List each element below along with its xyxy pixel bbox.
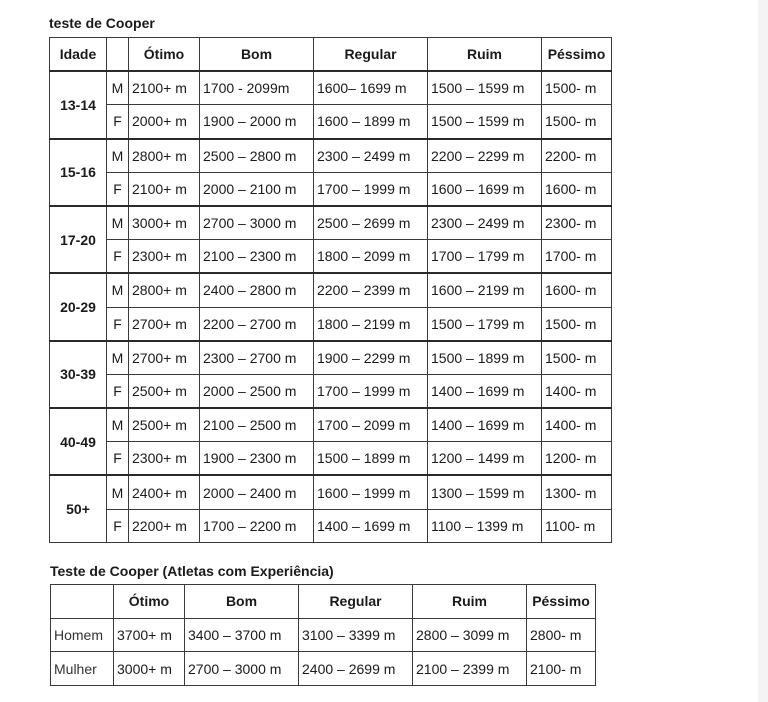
table-cell: 2300- m bbox=[542, 206, 612, 240]
table-cell: 1400 – 1699 m bbox=[314, 509, 428, 543]
table-cell: 2100- m bbox=[527, 652, 596, 686]
table-row bbox=[50, 139, 612, 173]
sex-cell: F bbox=[107, 442, 129, 476]
age-group-cell: 40-49 bbox=[50, 408, 107, 475]
table-cell: 2200- m bbox=[542, 139, 612, 173]
table-cell: 1700 – 1799 m bbox=[428, 240, 542, 274]
sex-cell: M bbox=[107, 341, 129, 375]
table-cell: 1600 – 1999 m bbox=[314, 475, 428, 509]
table-cell: 2200 – 2299 m bbox=[428, 139, 542, 173]
table-cell: 1500 – 1799 m bbox=[428, 307, 542, 341]
sex-cell: F bbox=[107, 105, 129, 139]
table-cell: 1500 – 1599 m bbox=[428, 105, 542, 139]
table-cell: 2000 – 2100 m bbox=[200, 172, 314, 206]
sex-cell: F bbox=[107, 307, 129, 341]
header-ruim: Ruim bbox=[413, 585, 527, 619]
table-cell: 1500 – 1899 m bbox=[314, 442, 428, 476]
table-cell: 3400 – 3700 m bbox=[185, 618, 299, 652]
row-label: Mulher bbox=[51, 652, 114, 686]
table-row bbox=[50, 240, 612, 274]
scrollbar-track[interactable] bbox=[758, 0, 768, 702]
table-row bbox=[50, 273, 612, 307]
table-cell: 1700 – 1999 m bbox=[314, 172, 428, 206]
sex-cell: M bbox=[107, 475, 129, 509]
table-cell: 1800 – 2099 m bbox=[314, 240, 428, 274]
table-cell: 2300+ m bbox=[129, 442, 200, 476]
table-cell: 3000+ m bbox=[114, 652, 185, 686]
table1-title: teste de Cooper bbox=[49, 15, 155, 31]
table-cell: 2800+ m bbox=[129, 139, 200, 173]
table-cell: 1900 – 2000 m bbox=[200, 105, 314, 139]
table-cell: 1900 – 2300 m bbox=[200, 442, 314, 476]
table-cell: 2700+ m bbox=[129, 341, 200, 375]
table-cell: 2800+ m bbox=[129, 273, 200, 307]
row-label: Homem bbox=[51, 618, 114, 652]
sex-cell: M bbox=[107, 71, 129, 105]
cooper-table bbox=[49, 37, 612, 543]
table-row bbox=[50, 341, 612, 375]
table-cell: 2500 – 2800 m bbox=[200, 139, 314, 173]
table-row bbox=[50, 71, 612, 105]
table-cell: 2200+ m bbox=[129, 509, 200, 543]
table-row bbox=[50, 408, 612, 442]
table-cell: 3000+ m bbox=[129, 206, 200, 240]
table-cell: 2000+ m bbox=[129, 105, 200, 139]
table-row bbox=[50, 206, 612, 240]
header-pessimo: Péssimo bbox=[527, 585, 596, 619]
table-cell: 2200 – 2399 m bbox=[314, 273, 428, 307]
table-cell: 1600– 1699 m bbox=[314, 71, 428, 105]
table-cell: 1600 – 2199 m bbox=[428, 273, 542, 307]
table-cell: 2300+ m bbox=[129, 240, 200, 274]
table-cell: 1100 – 1399 m bbox=[428, 509, 542, 543]
table-header-row bbox=[51, 585, 596, 619]
table-cell: 1500- m bbox=[542, 71, 612, 105]
table-cell: 1100- m bbox=[542, 509, 612, 543]
table-cell: 2800- m bbox=[527, 618, 596, 652]
table-cell: 1400- m bbox=[542, 374, 612, 408]
table-cell: 1700 – 2200 m bbox=[200, 509, 314, 543]
table-cell: 1700- m bbox=[542, 240, 612, 274]
table-cell: 1600 – 1899 m bbox=[314, 105, 428, 139]
table-cell: 2100 – 2500 m bbox=[200, 408, 314, 442]
table-row bbox=[51, 652, 596, 686]
table-cell: 1200 – 1499 m bbox=[428, 442, 542, 476]
age-group-cell: 17-20 bbox=[50, 206, 107, 273]
table-cell: 2500+ m bbox=[129, 408, 200, 442]
table-cell: 1400- m bbox=[542, 408, 612, 442]
table-row bbox=[50, 475, 612, 509]
age-group-cell: 13-14 bbox=[50, 71, 107, 138]
table-cell: 2200 – 2700 m bbox=[200, 307, 314, 341]
table-cell: 2100+ m bbox=[129, 172, 200, 206]
age-group-cell: 50+ bbox=[50, 475, 107, 542]
table-cell: 2500 – 2699 m bbox=[314, 206, 428, 240]
table-cell: 2100 – 2399 m bbox=[413, 652, 527, 686]
table-cell: 1400 – 1699 m bbox=[428, 374, 542, 408]
age-group-cell: 30-39 bbox=[50, 341, 107, 408]
header-idade: Idade bbox=[50, 38, 107, 72]
table-body bbox=[50, 71, 612, 543]
table-cell: 3700+ m bbox=[114, 618, 185, 652]
header-regular: Regular bbox=[314, 38, 428, 72]
table-cell: 2000 – 2400 m bbox=[200, 475, 314, 509]
table-cell: 2800 – 3099 m bbox=[413, 618, 527, 652]
table-row bbox=[50, 509, 612, 543]
table-row bbox=[51, 618, 596, 652]
header-ruim: Ruim bbox=[428, 38, 542, 72]
age-group-cell: 15-16 bbox=[50, 139, 107, 206]
table-cell: 1400 – 1699 m bbox=[428, 408, 542, 442]
header-blank bbox=[51, 585, 114, 619]
table-cell: 2100 – 2300 m bbox=[200, 240, 314, 274]
table-cell: 2500+ m bbox=[129, 374, 200, 408]
sex-cell: F bbox=[107, 172, 129, 206]
table-cell: 1500- m bbox=[542, 307, 612, 341]
table2-title: Teste de Cooper (Atletas com Experiência) bbox=[50, 563, 334, 579]
header-otimo: Ótimo bbox=[114, 585, 185, 619]
table-cell: 1200- m bbox=[542, 442, 612, 476]
table-row bbox=[50, 307, 612, 341]
table-cell: 2700 – 3000 m bbox=[185, 652, 299, 686]
table-row bbox=[50, 172, 612, 206]
age-group-cell: 20-29 bbox=[50, 273, 107, 340]
table-body bbox=[51, 618, 596, 685]
table-row bbox=[50, 105, 612, 139]
table-cell: 1500 – 1899 m bbox=[428, 341, 542, 375]
header-bom: Bom bbox=[200, 38, 314, 72]
table-cell: 1700 – 1999 m bbox=[314, 374, 428, 408]
table-cell: 1500 – 1599 m bbox=[428, 71, 542, 105]
table-cell: 3100 – 3399 m bbox=[299, 618, 413, 652]
header-bom: Bom bbox=[185, 585, 299, 619]
table-row bbox=[50, 374, 612, 408]
header-sex bbox=[107, 38, 129, 72]
table-header-row bbox=[50, 38, 612, 72]
sex-cell: F bbox=[107, 374, 129, 408]
sex-cell: M bbox=[107, 139, 129, 173]
table-cell: 1600- m bbox=[542, 172, 612, 206]
sex-cell: M bbox=[107, 273, 129, 307]
sex-cell: M bbox=[107, 206, 129, 240]
table-cell: 1300 – 1599 m bbox=[428, 475, 542, 509]
header-pessimo: Péssimo bbox=[542, 38, 612, 72]
table-cell: 1600- m bbox=[542, 273, 612, 307]
table-cell: 1900 – 2299 m bbox=[314, 341, 428, 375]
table-cell: 1300- m bbox=[542, 475, 612, 509]
table-cell: 2000 – 2500 m bbox=[200, 374, 314, 408]
header-otimo: Ótimo bbox=[129, 38, 200, 72]
table-cell: 1700 - 2099m bbox=[200, 71, 314, 105]
table-cell: 1500- m bbox=[542, 105, 612, 139]
table-cell: 1500- m bbox=[542, 341, 612, 375]
table-cell: 2300 – 2700 m bbox=[200, 341, 314, 375]
table-cell: 2300 – 2499 m bbox=[428, 206, 542, 240]
sex-cell: M bbox=[107, 408, 129, 442]
table-cell: 2100+ m bbox=[129, 71, 200, 105]
table-cell: 2700+ m bbox=[129, 307, 200, 341]
table-cell: 2400+ m bbox=[129, 475, 200, 509]
header-regular: Regular bbox=[299, 585, 413, 619]
table-row bbox=[50, 442, 612, 476]
sex-cell: F bbox=[107, 240, 129, 274]
table-cell: 2400 – 2800 m bbox=[200, 273, 314, 307]
table-cell: 2700 – 3000 m bbox=[200, 206, 314, 240]
table-cell: 1700 – 2099 m bbox=[314, 408, 428, 442]
table-cell: 1600 – 1699 m bbox=[428, 172, 542, 206]
table-cell: 2300 – 2499 m bbox=[314, 139, 428, 173]
table-cell: 1800 – 2199 m bbox=[314, 307, 428, 341]
sex-cell: F bbox=[107, 509, 129, 543]
table-cell: 2400 – 2699 m bbox=[299, 652, 413, 686]
athletes-table bbox=[50, 584, 596, 686]
